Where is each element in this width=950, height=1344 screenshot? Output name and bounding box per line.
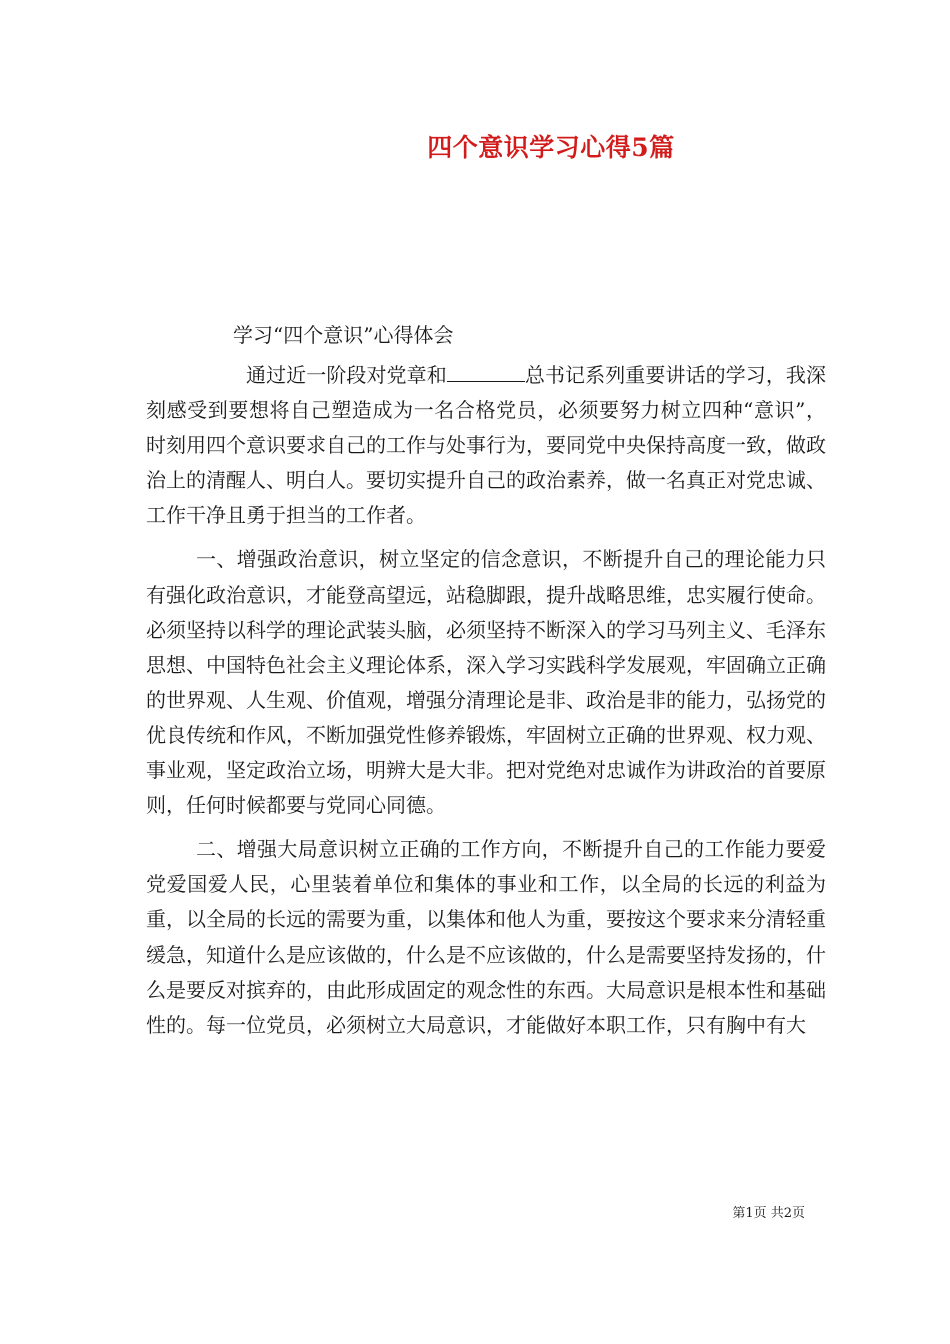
document-subtitle: 学习“四个意识”心得体会 — [233, 323, 454, 347]
document-body — [146, 358, 826, 1043]
paragraph-intro — [146, 358, 826, 533]
paragraph-intro-rest: 总书记系列重要讲话的学习，我深刻感受到要想将自己塑造成为一名合格党员，必须要努力树立四种“意识”，时刻用四个意识要求自己的工作与处事行为，要同党中央保持高度一致，做政治上的清醒人、明白人。要切实提升自己的政治素养，做一名真正对党忠诚、工作干净且勇于担当的工作者。 — [146, 363, 827, 528]
fill-in-blank — [447, 361, 525, 382]
page-number: 第1页 共2页 — [732, 1206, 805, 1221]
paragraph-overall-awareness: 二、增强大局意识树立正确的工作方向，不断提升自己的工作能力要爱党爱国爱人民，心里装着单位和集体的事业和工作，以全局的长远的利益为重，以全局的长远的需要为重，以集体和他人为重，要按这个要求来分清轻重缓急，知道什么是应该做的，什么是不应该做的，什么是需要坚持发扬的，什么是要反对摈弃的，由此形成固定的观念性的东西。大局意识是根本性和基础性的。每一位党员，必须树立大局意识，才能做好本职工作，只有胸中有大 — [146, 837, 826, 1037]
document-title: 四个意识学习心得5篇 — [427, 133, 675, 162]
paragraph-intro-start: 通过近一阶段对党章和 — [246, 363, 447, 387]
paragraph-political-awareness: 一、增强政治意识，树立坚定的信念意识，不断提升自己的理论能力只有强化政治意识，才能登高望远，站稳脚跟，提升战略思维，忠实履行使命。必须坚持以科学的理论武装头脑，必须坚持不断深入的学习马列主义、毛泽东思想、中国特色社会主义理论体系，深入学习实践科学发展观，牢固确立正确的世界观、人生观、价值观，增强分清理论是非、政治是非的能力，弘扬党的优良传统和作风，不断加强党性修养锻炼，牢固树立正确的世界观、权力观、事业观，坚定政治立场，明辨大是大非。把对党绝对忠诚作为讲政治的首要原则，任何时候都要与党同心同德。 — [146, 547, 826, 818]
